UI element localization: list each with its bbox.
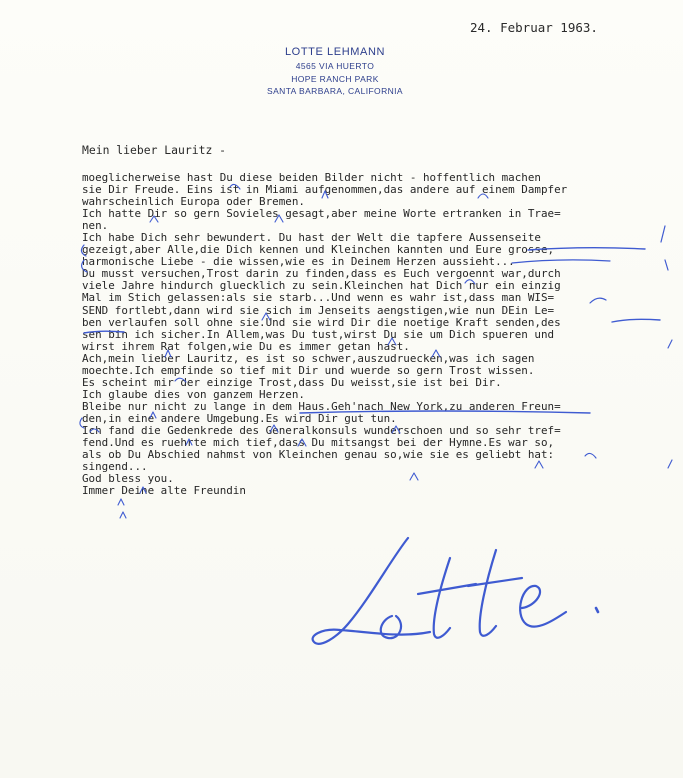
letter-line: moeglicherweise hast Du diese beiden Bilder nicht - hoffentlich machen: [82, 171, 541, 184]
letter-line: Du musst versuchen,Trost darin zu finden,dass es Euch vergoennt war,durch: [82, 267, 561, 281]
correction-deine: [120, 512, 126, 518]
letter-line: gezeigt,aber Alle,die Dich kennen und Kleinchen kannten und Eure grosse,: [82, 243, 555, 257]
letter-line: Ich fand die Gedenkrede des Generalkonsuls wunderschoen und so sehr tref=: [82, 423, 561, 437]
letter-line: Es scheint mir der einzige Trost,dass Du weisst,sie ist bei Dir.: [82, 375, 502, 389]
letter-line: Immer Deine alte Freundin: [82, 484, 246, 498]
letter-line: Ach,mein lieber Lauritz, es ist so schwer,auszudruecken,was ich sagen: [82, 351, 535, 365]
letter-line: fend.Und es ruehrte mich tief,dass Du mitsangst bei der Hymne.Es war so,: [82, 436, 555, 450]
letter-line: als ob Du Abschied nahmst von Kleinchen genau so,wie sie es geliebt hat:: [82, 448, 555, 462]
letter-line: harmonische Liebe - die wissen,wie es in Deinem Herzen aussieht...: [82, 255, 515, 269]
letter-line: Bleibe nur nicht zu lange in dem Haus.Geh'nach New York,zu anderen Freun=: [82, 399, 561, 413]
letter-line: wahrscheinlich Europa oder Bremen.: [82, 195, 305, 209]
letter-body: [82, 172, 677, 497]
letterhead-name: LOTTE LEHMANN: [284, 46, 386, 58]
letter-line: SEND fortlebt,dann wird sie sich im Jenseits aengstigen,wie nun DEin Le=: [82, 303, 555, 317]
salutation: Mein lieber Lauritz -: [82, 143, 227, 157]
letter-line: viele Jahre hindurch gluecklich zu sein.Kleinchen hat Dich nur ein einzig: [82, 279, 561, 293]
letter-date: 24. Februar 1963.: [470, 20, 598, 35]
letter-line: singend...: [82, 460, 148, 474]
letter-line: ben verlaufen soll ohne sie.Und sie wird Dir die noetige Kraft senden,des: [82, 315, 561, 329]
letter-line: nen.: [82, 219, 109, 233]
letter-line: moechte.Ich empfinde so tief mit Dir und wuerde so gern Trost wissen.: [82, 363, 535, 377]
letter-line: Ich glaube dies von ganzem Herzen.: [82, 387, 305, 401]
letter-line: Ich habe Dich sehr bewundert. Du hast der Welt die tapfere Aussenseite: [82, 231, 541, 245]
letterhead-street: 4565 VIA HUERTO: [295, 61, 375, 71]
letter-line: wirst ihrem Rat folgen,wie Du es immer getan hast.: [82, 339, 410, 353]
letter-line: Mal im Stich gelassen:als sie starb...Und wenn es wahr ist,dass man WIS=: [82, 291, 555, 305]
correction-bless: [118, 499, 124, 505]
letterhead-area: HOPE RANCH PARK: [291, 73, 379, 84]
letter-line: Ich hatte Dir so gern Sovieles gesagt,aber meine Worte ertranken in Trae=: [82, 207, 561, 221]
letter-line: sen bin ich sicher.In Allem,was Du tust,wirst Du sie um Dich spueren und: [82, 327, 555, 341]
letterhead-city: SANTA BARBARA, CALIFORNIA: [267, 86, 403, 96]
letter-line: den,in eine andere Umgebung.Es wird Dir gut tun.: [82, 411, 397, 425]
letter-line: God bless you.: [82, 472, 174, 486]
letterhead: [230, 46, 440, 98]
letter-line: sie Dir Freude. Eins ist in Miami aufgenommen,das andere auf einem Dampfer: [82, 183, 568, 197]
handwritten-signature: [300, 528, 620, 668]
